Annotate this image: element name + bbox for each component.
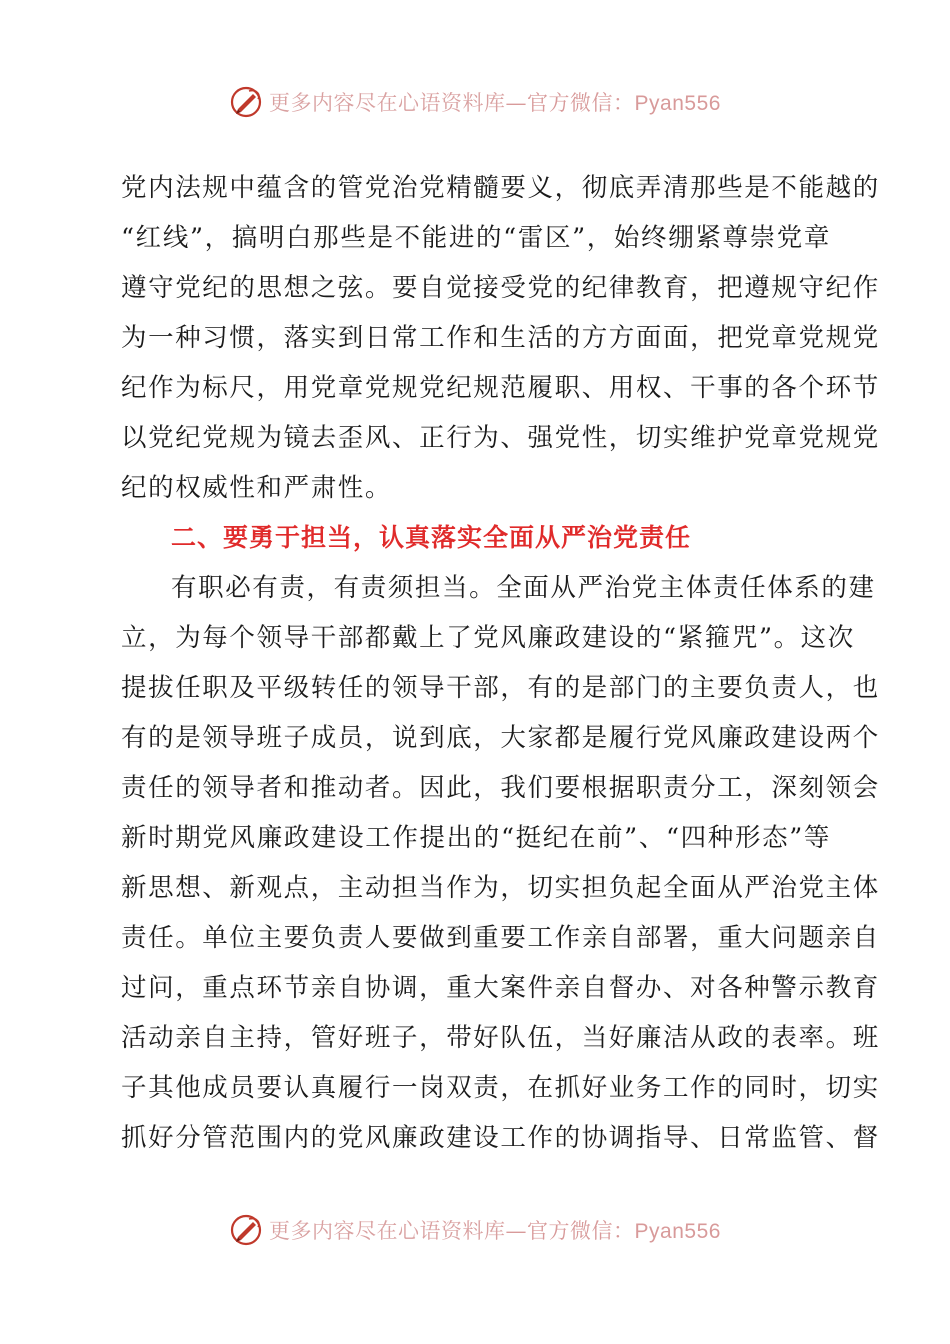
text-line: 责任的领导者和推动者。因此，我们要根据职责分工，深刻领会 — [121, 773, 880, 803]
text-line: 提拔任职及平级转任的领导干部，有的是部门的主要负责人，也 — [121, 673, 880, 703]
text-line: 责任。单位主要负责人要做到重要工作亲自部署，重大问题亲自 — [121, 923, 880, 953]
text-line: 子其他成员要认真履行一岗双责，在抓好业务工作的同时，切实 — [121, 1073, 880, 1103]
text-line: 党内法规中蕴含的管党治党精髓要义，彻底弄清那些是不能越的 — [121, 173, 880, 203]
pen-logo-icon — [229, 1213, 263, 1247]
text-line: 以党纪党规为镜去歪风、正行为、强党性，切实维护党章党规党 — [121, 423, 880, 453]
text-line: 活动亲自主持，管好班子，带好队伍，当好廉洁从政的表率。班 — [121, 1023, 880, 1053]
text-line: 纪作为标尺，用党章党规党纪规范履职、用权、干事的各个环节 — [121, 373, 880, 403]
text-line: 过问，重点环节亲自协调，重大案件亲自督办、对各种警示教育 — [121, 973, 880, 1003]
footer-watermark-banner — [0, 1208, 950, 1252]
section-heading: 二、要勇于担当，认真落实全面从严治党责任 — [171, 523, 692, 552]
header-banner-text: 更多内容尽在心语资料库—官方微信：Pyan556 — [269, 91, 721, 115]
text-line: “红线”，搞明白那些是不能进的“雷区”，始终绷紧尊崇党章 — [121, 223, 831, 253]
text-line: 纪的权威性和严肃性。 — [121, 473, 393, 503]
text-line: 立，为每个领导干部都戴上了党风廉政建设的“紧箍咒”。这次 — [121, 623, 855, 653]
text-line: 为一种习惯，落实到日常工作和生活的方方面面，把党章党规党 — [121, 323, 880, 353]
text-line: 有职必有责，有责须担当。全面从严治党主体责任体系的建 — [171, 573, 876, 603]
header-watermark-banner — [0, 80, 950, 124]
footer-banner-text: 更多内容尽在心语资料库—官方微信：Pyan556 — [269, 1219, 721, 1243]
text-line: 新时期党风廉政建设工作提出的“挺纪在前”、“四种形态”等 — [121, 823, 831, 853]
text-line: 有的是领导班子成员，说到底，大家都是履行党风廉政建设两个 — [121, 723, 880, 753]
paragraph-2 — [121, 563, 880, 1163]
pen-logo-icon — [229, 85, 263, 119]
text-line: 遵守党纪的思想之弦。要自觉接受党的纪律教育，把遵规守纪作 — [121, 273, 880, 303]
text-line: 新思想、新观点，主动担当作为，切实担负起全面从严治党主体 — [121, 873, 880, 903]
text-line: 抓好分管范围内的党风廉政建设工作的协调指导、日常监管、督 — [121, 1123, 880, 1153]
paragraph-1 — [121, 163, 880, 513]
document-body — [121, 163, 880, 1163]
